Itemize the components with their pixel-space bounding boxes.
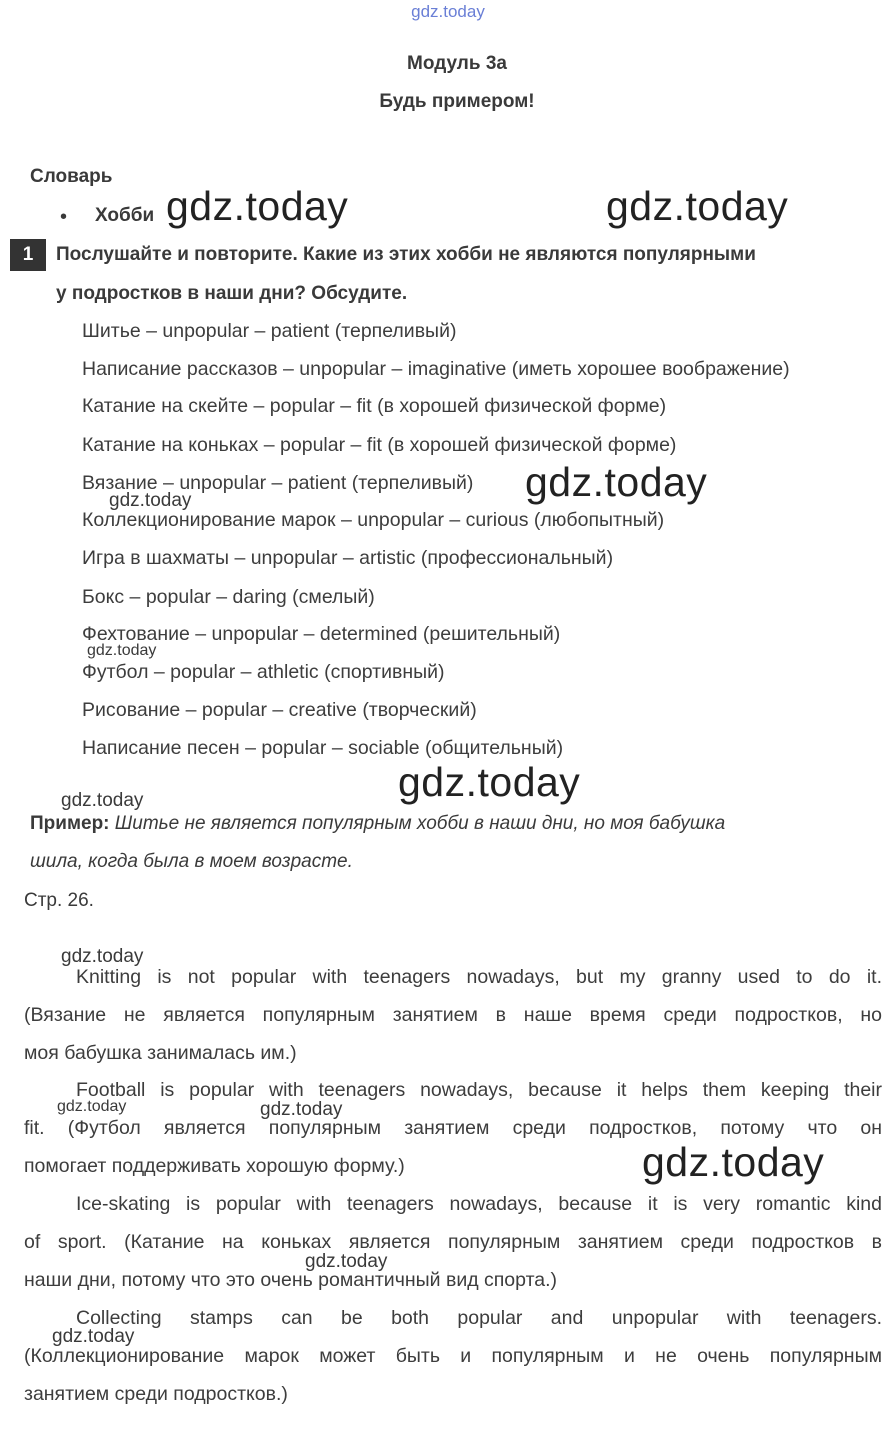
hobby-item: Рисование – popular – creative (творческий): [82, 699, 477, 721]
bullet-marker: •: [60, 206, 68, 228]
answer-line: of sport. (Катание на коньках является популярным занятием среди подростков в: [24, 1230, 882, 1253]
watermark-small: gdz.today: [52, 1326, 135, 1347]
answer-line: (Вязание не является популярным занятием в наше время среди подростков, но: [24, 1003, 882, 1026]
hobby-item: Коллекционирование марок – unpopular – curious (любопытный): [82, 509, 665, 531]
answer-line: Ice-skating is popular with teenagers nowadays, because it is very romantic kind: [76, 1193, 882, 1215]
hobby-item: Фехтование – unpopular – determined (решительный): [82, 623, 561, 645]
watermark-large: gdz.today: [642, 1139, 825, 1185]
answer-paragraph: [24, 959, 882, 1072]
exercise-number-badge: 1: [10, 239, 46, 271]
vocabulary-heading: Словарь: [30, 166, 113, 187]
page-reference: Стр. 26.: [24, 890, 94, 911]
watermark-small: gdz.today: [61, 790, 144, 811]
answer-paragraph: [24, 1300, 882, 1413]
watermark-large: gdz.today: [398, 759, 581, 805]
lesson-subtitle: Будь примером!: [379, 91, 535, 112]
watermark-small: gdz.today: [109, 490, 192, 511]
watermark-large: gdz.today: [166, 183, 349, 229]
example-text: Шитье не является популярным хобби в наши дни, но моя бабушка: [114, 813, 726, 834]
answer-line: (Коллекционирование марок может быть и популярным и не очень популярным: [24, 1344, 882, 1367]
watermark-large: gdz.today: [606, 183, 789, 229]
module-title: Модуль 3а: [407, 53, 507, 74]
example-line-1: [30, 813, 725, 835]
example-label: Пример:: [30, 813, 110, 834]
answer-line: занятием среди подростков.): [24, 1382, 288, 1405]
hobby-item: Написание песен – popular – sociable (общительный): [82, 737, 564, 759]
vocabulary-item: Хобби: [95, 205, 155, 226]
answer-paragraph: [24, 1186, 882, 1299]
watermark-small: gdz.today: [61, 946, 144, 967]
hobby-item: Вязание – unpopular – patient (терпеливый): [82, 472, 474, 494]
answer-line: моя бабушка занималась им.): [24, 1041, 297, 1064]
hobby-item: Шитье – unpopular – patient (терпеливый): [82, 320, 457, 342]
hobby-item: Катание на коньках – popular – fit (в хорошей физической форме): [82, 434, 677, 456]
exercise-task-line-1: Послушайте и повторите. Какие из этих хобби не являются популярными: [56, 244, 756, 265]
exercise-task-line-2: у подростков в наши дни? Обсудите.: [56, 283, 408, 304]
answer-line: Knitting is not popular with teenagers nowadays, but my granny used to do it.: [76, 966, 882, 988]
watermark-small: gdz.today: [57, 1098, 127, 1115]
answer-line: Football is popular with teenagers nowadays, because it helps them keeping their: [76, 1079, 882, 1101]
hobby-item: Игра в шахматы – unpopular – artistic (профессиональный): [82, 547, 614, 569]
watermark-top: gdz.today: [411, 2, 485, 21]
answer-line: помогает поддерживать хорошую форму.): [24, 1154, 405, 1177]
watermark-small: gdz.today: [260, 1099, 343, 1120]
answer-line: наши дни, потому что это очень романтичный вид спорта.): [24, 1268, 558, 1291]
answer-line: Collecting stamps can be both popular and unpopular with teenagers.: [76, 1307, 882, 1329]
hobby-item: Футбол – popular – athletic (спортивный): [82, 661, 445, 683]
watermark-small: gdz.today: [87, 642, 157, 659]
watermark-large: gdz.today: [525, 459, 708, 505]
hobby-item: Бокс – popular – daring (смелый): [82, 586, 375, 608]
example-line-2: шила, когда была в моем возрасте.: [30, 851, 353, 872]
answer-line: fit. (Футбол является популярным занятием среди подростков, потому что он: [24, 1116, 882, 1139]
watermark-small: gdz.today: [305, 1251, 388, 1272]
hobby-item: Катание на скейте – popular – fit (в хорошей физической форме): [82, 395, 667, 417]
hobby-item: Написание рассказов – unpopular – imaginative (иметь хорошее воображение): [82, 358, 790, 380]
